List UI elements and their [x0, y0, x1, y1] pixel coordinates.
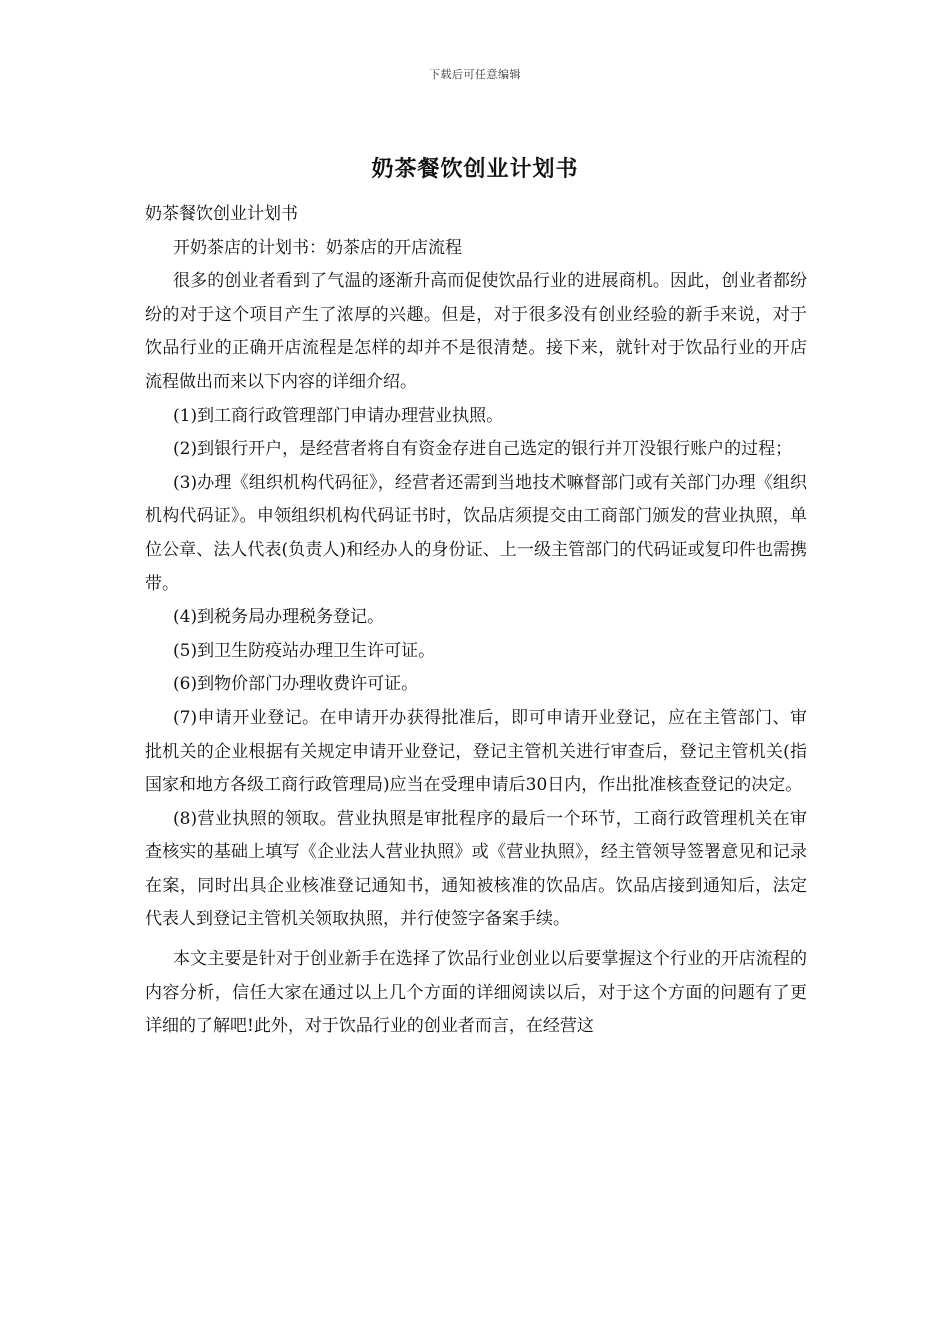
paragraph-step-3: (3)办理《组织机构代码征》，经营者还需到当地技术嘛督部门或有关部门办理《组织机构代码证》。申领组织机构代码证书时，饮品店须提交由工商部门颁发的营业执照，单位公章、法人代表(负责人)和经办人的身份证、上一级主管部门的代码证或复印件也需携带。 — [145, 472, 807, 594]
paragraph-step-1: (1)到工商行政管理部门申请办理营业执照。 — [173, 405, 504, 426]
paragraph-step-7: (7)申请开业登记。在申请开办获得批准后，即可申请开业登记，应在主管部门、审批机关的企业根据有关规定申请开业登记，登记主管机关进行审查后，登记主管机关(指国家和地方各级工商行政管理局)应当在受理申请后30日内，作出批准核查登记的决定。 — [145, 707, 807, 796]
paragraph-step-4: (4)到税务局办理税务登记。 — [173, 607, 385, 628]
paragraph-step-2: (2)到银行开户，是经营者将自有资金存进自己选定的银行并丌没银行账户的过程； — [173, 439, 793, 460]
paragraph-subtitle: 奶茶餐饮创业计划书 — [145, 204, 298, 224]
page-header-note: 下载后可任意编辑 — [429, 68, 521, 81]
paragraph-step-6: (6)到物价部门办理收费许可证。 — [173, 674, 419, 695]
paragraph-step-8: (8)营业执照的领取。营业执照是审批程序的最后一个环节，工商行政管理机关在审查核实的基础上填写《企业法人营业执照》或《营业执照》，经主管领导签署意见和记录在案，同时出具企业核准登记通知书，通知被核准的饮品店。饮品店接到通知后，法定代表人到登记主管机关领取执照，并行使签字备案手续。 — [145, 808, 807, 930]
document-body — [145, 198, 807, 1044]
document-title: 奶茶餐饮创业计划书 — [371, 156, 579, 182]
paragraph-intro: 很多的创业者看到了气温的逐渐升高而促使饮品行业的进展商机。因此，创业者都纷纷的对于这个项目产生了浓厚的兴趣。但是，对于很多没有创业经验的新手来说，对于饮品行业的正确开店流程是怎样的却并不是很清楚。接下来，就针对于饮品行业的开店流程做出而来以下内容的详细介绍。 — [145, 271, 807, 392]
paragraph-conclusion: 本文主要是针对于创业新手在选择了饮品行业创业以后要掌握这个行业的开店流程的内容分析，信任大家在通过以上几个方面的详细阅读以后，对于这个方面的问题有了更详细的了解吧!此外，对于饮品行业的创业者而言，在经营这 — [145, 949, 807, 1037]
paragraph-step-5: (5)到卫生防疫站办理卫生许可证。 — [173, 640, 436, 661]
paragraph-heading: 开奶茶店的计划书：奶茶店的开店流程 — [173, 237, 462, 258]
